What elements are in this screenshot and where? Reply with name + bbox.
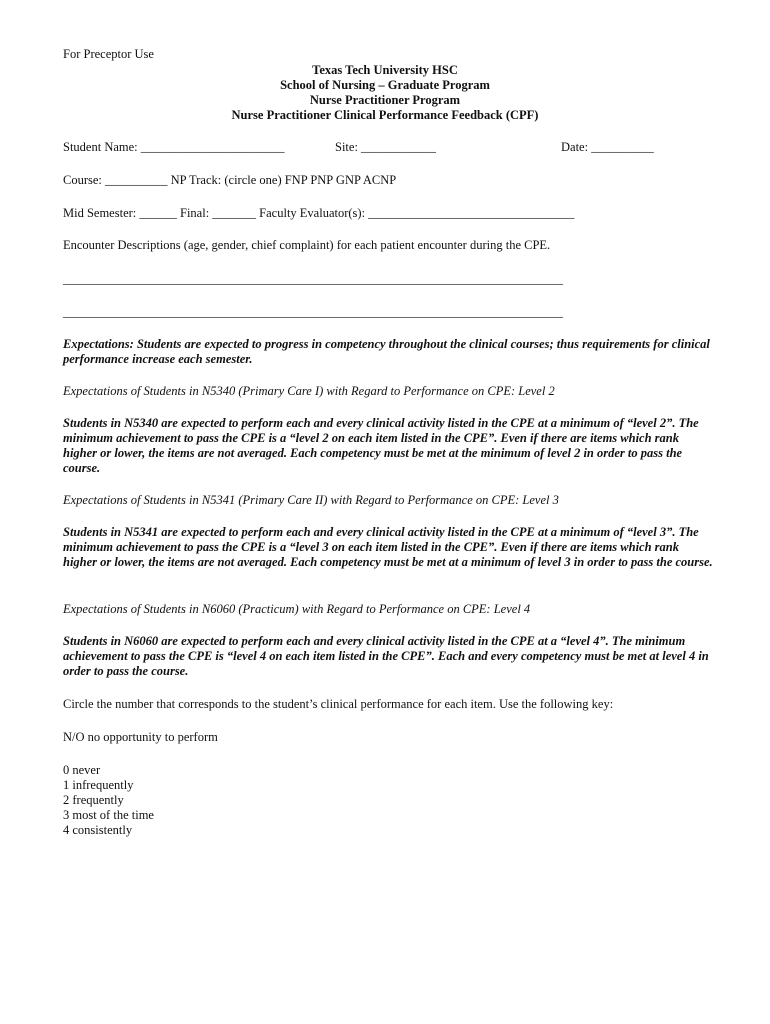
site-field[interactable]: Site: ____________ [335,140,437,154]
key-no-opportunity: N/O no opportunity to perform [63,730,218,744]
title-line-university: Texas Tech University HSC [312,63,458,77]
n5341-heading: Expectations of Students in N5341 (Primary Care II) with Regard to Performance on CPE: Level 3 [63,493,559,507]
n6060-heading: Expectations of Students in N6060 (Practicum) with Regard to Performance on CPE: Level 4 [63,602,531,616]
n6060-body: Students in N6060 are expected to perform each and every clinical activity listed in the CPE at a “level 4”. The minimum achievement to pass the CPE is “level 4 on each item listed in the CPE”. Each and every competency must be met at level 4 in order to pass the course. [63,634,709,678]
key-levels-list [63,763,154,838]
key-level-4: 4 consistently [63,823,133,837]
n5340-body: Students in N5340 are expected to perform each and every clinical activity listed in the CPE at a minimum of “level 2”. The minimum achievement to pass the CPE is a “level 2 on each item listed in the CPE”. Even if there are items which rank higher or lower, the items are not averaged. Each competency must be met at the minimum of level 2 in order to pass the course. [63,416,699,475]
key-level-2: 2 frequently [63,793,124,807]
expectations-intro: Expectations: Students are expected to progress in competency throughout the clinical courses; thus requirements for clinical performance increase each semester. [63,337,710,366]
semester-evaluator-field[interactable]: Mid Semester: ______ Final: _______ Faculty Evaluator(s): _________________________________ [63,206,575,220]
n5340-heading: Expectations of Students in N5340 (Primary Care I) with Regard to Performance on CPE: Level 2 [63,384,555,398]
key-level-3: 3 most of the time [63,808,154,822]
title-line-form-name: Nurse Practitioner Clinical Performance Feedback (CPF) [231,108,539,122]
student-name-field[interactable]: Student Name: _______________________ [63,140,285,154]
n5341-body: Students in N5341 are expected to perform each and every clinical activity listed in the CPE at a minimum of “level 3”. The minimum achievement to pass the CPE is a “level 3 on each item listed in the CPE”. Even if there are items which rank higher or lower, the items are not averaged. Each competency must be met at a minimum of level 3 in order to pass the course. [63,525,713,569]
encounter-description-label: Encounter Descriptions (age, gender, chief complaint) for each patient encounter during the CPE. [63,238,551,252]
key-level-1: 1 infrequently [63,778,134,792]
encounter-line-2[interactable]: ________________________________________________________________________________ [63,305,563,319]
title-line-school: School of Nursing – Graduate Program [280,78,490,92]
key-level-0: 0 never [63,763,101,777]
title-line-program: Nurse Practitioner Program [309,93,461,107]
course-track-field[interactable]: Course: __________ NP Track: (circle one) FNP PNP GNP ACNP [63,173,397,187]
document-title [0,63,770,123]
encounter-line-1[interactable]: ________________________________________________________________________________ [63,272,563,286]
preceptor-note: For Preceptor Use [63,47,154,61]
date-field[interactable]: Date: __________ [561,140,654,154]
key-instruction: Circle the number that corresponds to the student’s clinical performance for each item. Use the following key: [63,697,614,711]
